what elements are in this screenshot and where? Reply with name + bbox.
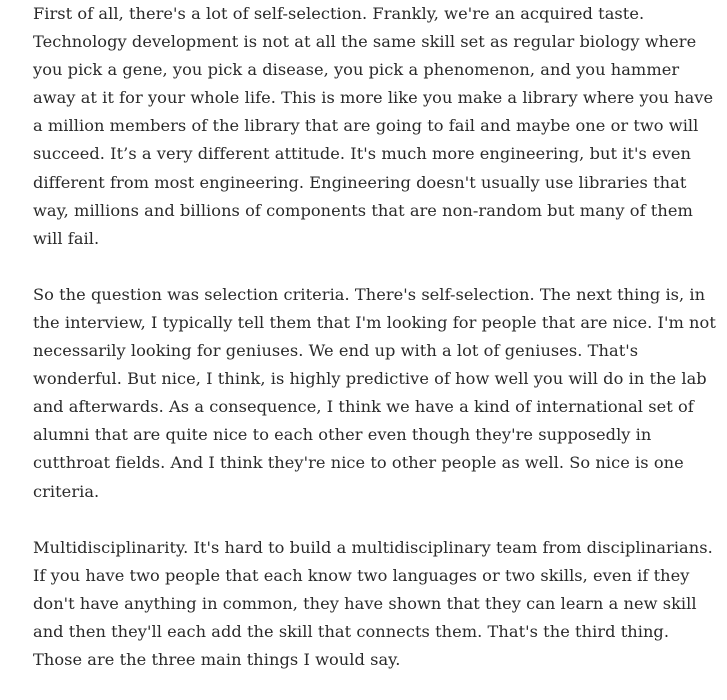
paragraph-selection-criteria: So the question was selection criteria. There's self-selection. The next thing is, in the interview, I typically tell them that I'm looking for people that are nice. I'm not necessarily looking for geniuses. We end up with a lot of geniuses. That's wonderful. But nice, I think, is highly predictive of how well you will do in the lab and afterwards. As a consequence, I think we have a kind of international set of alumni that are quite nice to each other even though they're supposedly in cutthroat fields. And I think they're nice to other people as well. So nice is one criteria. xyxy=(33,284,716,501)
article-body xyxy=(33,0,723,674)
paragraph-multidisciplinarity: Multidisciplinarity. It's hard to build a multidisciplinary team from disciplinarians. If you have two people that each know two languages or two skills, even if they don't have anything in common, they have shown that they can learn a new skill and then they'll each add the skill that connects them. That's the third thing. Those are the three main things I would say. xyxy=(33,537,713,669)
paragraph-self-selection: First of all, there's a lot of self-selection. Frankly, we're an acquired taste. Technology development is not at all the same skill set as regular biology where you pick a gene, you pick a disease, you pick a phenomenon, and you hammer away at it for your whole life. This is more like you make a library where you have a million members of the library that are going to fail and maybe one or two will succeed. It’s a very different attitude. It's much more engineering, but it's even different from most engineering. Engineering doesn't usually use libraries that way, millions and billions of components that are non-random but many of them will fail. xyxy=(33,4,714,248)
